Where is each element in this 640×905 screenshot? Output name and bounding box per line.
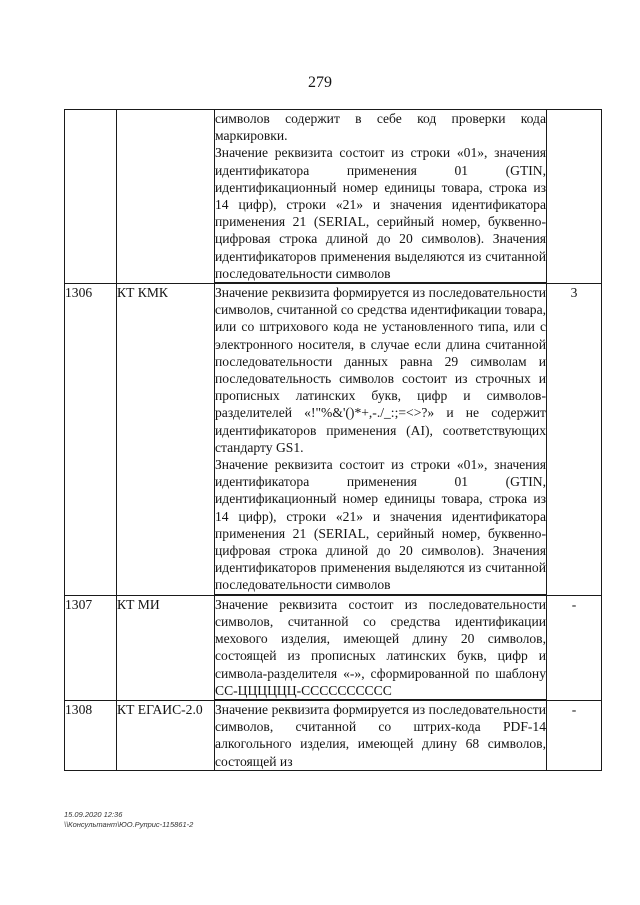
- print-timestamp: 15.09.2020 12:36: [64, 810, 123, 819]
- tag-number: 1308: [65, 700, 117, 770]
- requisite-name: КТ МИ: [117, 595, 215, 700]
- page-number: 279: [308, 74, 332, 91]
- requisite-name: [117, 110, 215, 284]
- tag-number: 1306: [65, 284, 117, 596]
- table-row: [65, 110, 602, 284]
- description-paragraph: Значение реквизита формируется из последовательности символов, считанной со штрих-кода PDF-14 алкогольного изделия, имеющей длину 68 символов, состоящей из: [215, 701, 546, 769]
- requisite-description: [215, 284, 547, 596]
- requisite-name: КТ ЕГАИС-2.0: [117, 700, 215, 770]
- format-mark: 3: [547, 284, 602, 596]
- table-row: [65, 595, 602, 700]
- description-paragraph: Значение реквизита состоит из последовательности символов, считанной со средства идентификации мехового изделия, имеющей длину 20 символов, состоящей из прописных латинских букв, цифр и символа-разделителя «-», сформированной по шаблону СС-ЦЦЦЦЦЦ-СССССССССС: [215, 596, 546, 700]
- table-row: [65, 700, 602, 770]
- table-row: [65, 284, 602, 596]
- format-mark: [547, 110, 602, 284]
- document-path: \\Консультант\ЮО.Руприс-115861-2: [64, 820, 194, 829]
- format-mark: -: [547, 700, 602, 770]
- description-paragraph: Значение реквизита состоит из строки «01», значения идентификатора применения 01 (GTIN, идентификационный номер единицы товара, строка из 14 цифр), строки «21» и значения идентификатора применения 21 (SERIAL, серийный номер, буквенно-цифровая строка длиной до 20 символов). Значения идентификаторов применения выделяются из считанной последовательности символов: [215, 144, 546, 283]
- description-paragraph: Значение реквизита формируется из последовательности символов, считанной со средства идентификации товара, или со штрихового кода не установленного типа, или с электронного носителя, в случае если длина считанной последовательности данных равна 29 символам и последовательность символов состоит из строчных и прописных латинских букв, цифр и символов-разделителей «!"%&'()*+,-./_:;=<>?» и не содержит идентификаторов применения (AI), соответствующих стандарту GS1.: [215, 285, 546, 455]
- requisites-table: [64, 109, 602, 771]
- print-footer: [64, 810, 193, 830]
- tag-number: [65, 110, 117, 284]
- tag-number: 1307: [65, 595, 117, 700]
- requisite-description: [215, 110, 547, 284]
- requisite-name: КТ КМК: [117, 284, 215, 596]
- description-paragraph: символов содержит в себе код проверки кода маркировки.: [215, 111, 546, 144]
- format-mark: -: [547, 595, 602, 700]
- requisite-description: [215, 595, 547, 700]
- requisite-description: [215, 700, 547, 770]
- description-paragraph: Значение реквизита состоит из строки «01», значения идентификатора применения 01 (GTIN, идентификационный номер единицы товара, строка из 14 цифр), строки «21» и значения идентификатора применения 21 (SERIAL, серийный номер, буквенно-цифровая строка длиной до 20 символов). Значения идентификаторов применения выделяются из считанной последовательности символов: [215, 456, 546, 595]
